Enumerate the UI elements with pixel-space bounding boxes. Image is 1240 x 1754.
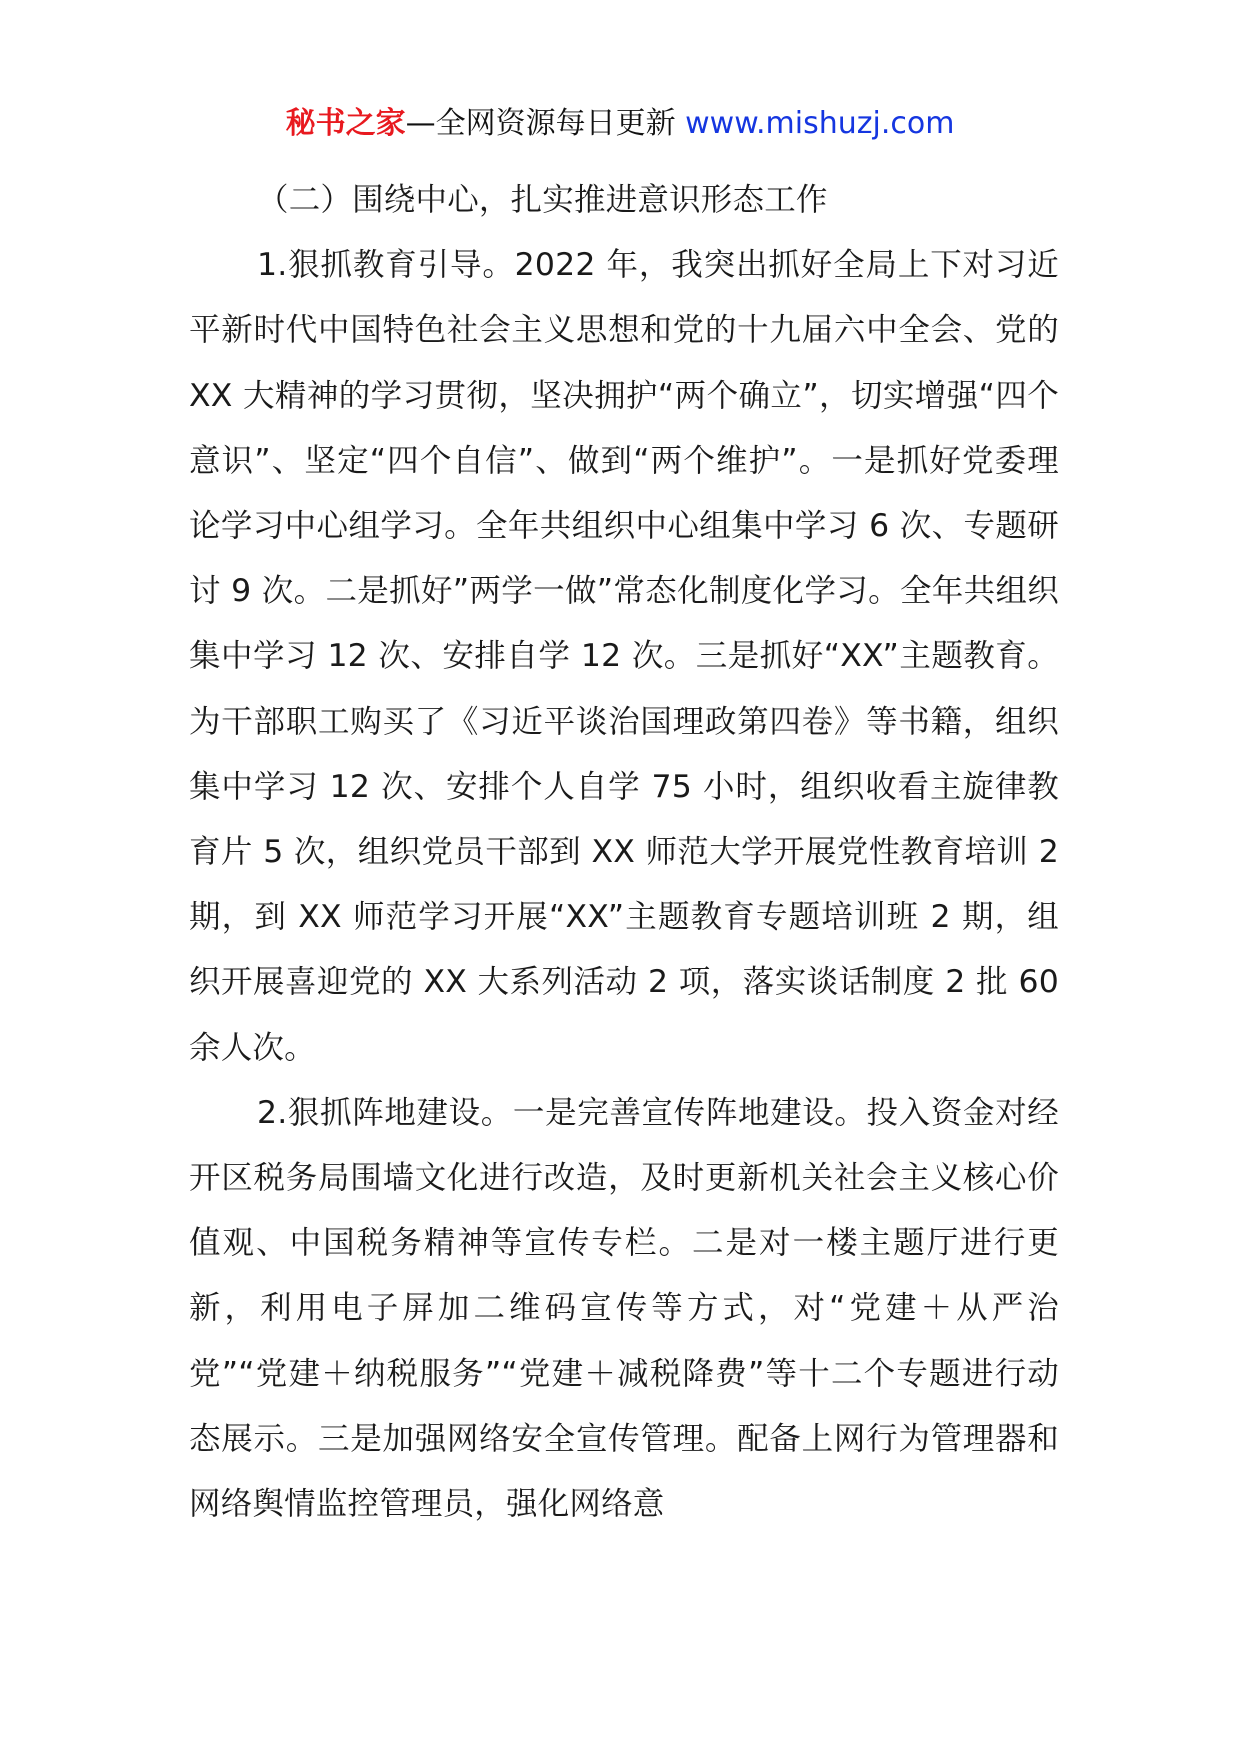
paragraph-position-building: 2.狠抓阵地建设。一是完善宣传阵地建设。投入资金对经开区税务局围墙文化进行改造，及时更新机关社会主义核心价值观、中国税务精神等宣传专栏。二是对一楼主题厅进行更新，利用电子屏加二维码宣传等方式，对“党建＋从严治党”“党建＋纳税服务”“党建＋减税降费”等十二个专题进行动态展示。三是加强网络安全宣传管理。配备上网行为管理器和网络舆情监控管理员，强化网络意 (189, 1094, 1059, 1523)
document-body (189, 168, 1059, 1537)
site-brand: 秘书之家 (285, 106, 406, 141)
paragraph-education-guidance: 1.狠抓教育引导。2022 年，我突出抓好全局上下对习近平新时代中国特色社会主义思想和党的十九届六中全会、党的 XX 大精神的学习贯彻，坚决拥护“两个确立”，切实增强“四个意识”、坚定“四个自信”、做到“两个维护”。一是抓好党委理论学习中心组学习。全年共组织中心组集中学习 6 次、专题研讨 9 次。二是抓好”两学一做”常态化制度化学习。全年共组织集中学习 12 次、安排自学 12 次。三是抓好“XX”主题教育。为干部职工购买了《习近平谈治国理政第四卷》等书籍，组织集中学习 12 次、安排个人自学 75 小时，组织收看主旋律教育片 5 次，组织党员干部到 XX 师范大学开展党性教育培训 2 期，到 XX 师范学习开展“XX”主题教育专题培训班 2 期，组织开展喜迎党的 XX 大系列活动 2 项，落实谈话制度 2 批 60 余人次。 (189, 247, 1059, 1066)
site-url-link[interactable]: www.mishuzj.com (685, 106, 955, 141)
section-heading: （二）围绕中心，扎实推进意识形态工作 (257, 182, 828, 218)
site-header (0, 102, 1240, 146)
site-slogan: —全网资源每日更新 (405, 106, 676, 141)
